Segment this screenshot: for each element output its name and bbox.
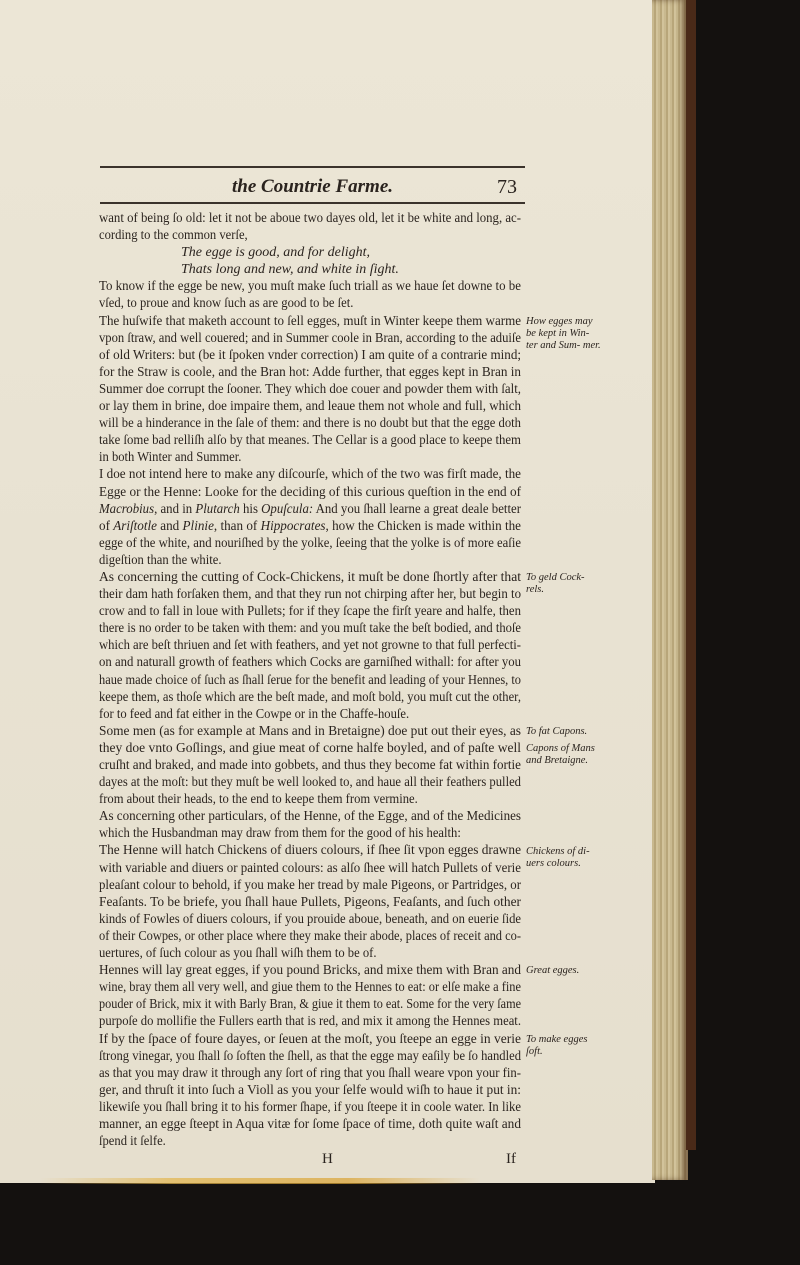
text-segment: To know if the egge be new, you muſt make ſuch triall as we haue ſet downe to be	[99, 279, 521, 295]
text-segment: as that you may draw it through any ſort of ring that you ſhall weare vpon your fin-	[99, 1065, 521, 1081]
text-segment: Egge or the Henne: Looke for the deciding of this curious queſtion in the end of	[99, 484, 521, 500]
text-segment: digeſtion than the white.	[99, 552, 222, 568]
text-line	[99, 1013, 521, 1030]
text-line	[99, 928, 521, 945]
text-segment: and	[157, 518, 183, 534]
text-line	[99, 364, 521, 381]
text-line	[99, 381, 521, 398]
text-line	[99, 757, 521, 774]
text-line	[99, 569, 521, 586]
margin-note: To geld Cock- rels.	[526, 572, 585, 596]
text-segment: And you ſhall learne a great deale better	[313, 501, 521, 517]
italic-text: Thats long and new, and white in ſight.	[181, 262, 399, 278]
text-line	[99, 330, 521, 347]
text-segment: vſed, to proue and know ſuch as are good to be ſet.	[99, 296, 354, 312]
text-line	[99, 1031, 521, 1048]
running-title: the Countrie Farme.	[232, 176, 393, 197]
text-line	[99, 432, 521, 449]
text-segment: want of being ſo old: let it not be aboue two dayes old, let it be white and long, ac-	[99, 211, 521, 226]
text-segment: Summer doe corrupt the ſooner. They which doe couer and powder them with ſalt,	[99, 381, 521, 397]
signature-mark: H	[322, 1151, 333, 1167]
text-segment: which the Husbandman may draw from them for the good of his health:	[99, 826, 461, 842]
text-segment: ger, and thruſt it into ſuch a Violl as you your ſelfe would wiſh to haue it put in:	[99, 1082, 521, 1098]
margin-note: To fat Capons.	[526, 726, 588, 737]
text-line	[99, 911, 521, 928]
text-segment: his	[239, 501, 262, 517]
text-line	[99, 484, 521, 501]
text-line	[99, 723, 521, 740]
italic-text: Opuſcula:	[261, 501, 314, 517]
text-segment: As concerning the cutting of Cock-Chickens, it muſt be done ſhortly after that	[99, 569, 521, 585]
text-segment: wine, bray them all very well, and giue them to the Hennes to eat: or elſe make a fine	[99, 980, 521, 996]
text-line	[99, 278, 521, 295]
text-segment: cording to the common verſe,	[99, 228, 248, 244]
text-line	[99, 654, 521, 671]
text-line	[99, 791, 521, 808]
italic-text: Hippocrates	[260, 518, 326, 534]
text-line	[99, 808, 521, 825]
text-segment: of old Writers: but (be it ſpoken vnder correction) I am quite of a contrarie mind;	[99, 347, 521, 363]
margin-note: Chickens of di- uers colours.	[526, 845, 590, 869]
text-segment: vpon ſtraw, and well couered; and in Summer coole in Bran, according to the aduiſe	[99, 330, 521, 346]
italic-text: Ariſtotle	[113, 518, 158, 534]
italic-text: Plutarch	[195, 501, 240, 517]
text-segment: will be a hinderance in the ſale of them: and there is no doubt but that the egge doth	[99, 416, 521, 432]
text-segment: Feaſants. To be briefe, you ſhall haue Pullets, Pigeons, Feaſants, and ſuch other	[99, 894, 521, 910]
text-line	[99, 466, 521, 483]
text-segment: Hennes will lay great egges, if you pound Bricks, and mixe them with Bran and	[99, 963, 521, 979]
text-segment: If by the ſpace of foure dayes, or ſeuen at the moſt, you ſteepe an egge in verie	[99, 1031, 521, 1047]
text-line	[99, 535, 521, 552]
text-line	[99, 1099, 521, 1116]
text-line	[99, 603, 521, 620]
italic-text: Macrobius	[99, 501, 155, 517]
text-segment: kinds of Fowles of diuers colours, if you prouide aboue, beneath, and on euerie ſide	[99, 911, 521, 927]
text-segment: from about their heads, to the end to keepe them from vermine.	[99, 792, 418, 808]
text-segment: of	[99, 518, 114, 534]
text-line	[99, 261, 521, 278]
text-line	[99, 244, 521, 261]
text-line	[99, 825, 521, 842]
text-line	[99, 518, 521, 535]
text-segment: dayes at the moſt: but they muſt be well looked to, and haue all their feathers pulled	[99, 775, 521, 791]
text-segment: I doe not intend here to make any diſcourſe, which of the two was firſt made, the	[99, 467, 521, 483]
text-segment: The huſwife that maketh account to ſell egges, muſt in Winter keepe them warme	[99, 313, 521, 329]
text-segment: , how the Chicken is made within the	[325, 518, 521, 534]
header-top-rule	[100, 166, 525, 168]
page-number: 73	[497, 176, 517, 198]
book-cover-edge	[686, 0, 696, 1150]
text-line	[99, 996, 521, 1013]
text-segment: they doe vnto Goſlings, and giue meat of corne halfe boyled, and of paſte well	[99, 740, 521, 756]
margin-note: How egges may be kept in Win- ter and Sum- mer.	[526, 315, 601, 351]
text-line	[99, 1116, 521, 1133]
margin-note: Capons of Mans and Bretaigne.	[526, 743, 595, 767]
text-segment: cruſht and braked, and made into gobbets, and thus they become fat within fortie	[99, 758, 521, 773]
italic-text: Plinie	[182, 518, 214, 534]
text-line	[99, 210, 521, 227]
text-segment: take ſome bad relliſh alſo by that meanes. The Cellar is a good place to keepe them	[99, 433, 521, 449]
text-segment: , and in	[154, 501, 196, 517]
text-segment: crow and to fall in loue with Pullets; for if they ſcape the firſt yeare and halfe, then	[99, 604, 521, 620]
text-line	[99, 552, 521, 569]
text-segment: which are beſt thriuen and ſet with feathers, and yet not growne to that full perfecti-	[99, 638, 521, 654]
text-segment: for the Straw is coole, and the Bran hot: Adde further, that egges kept in Bran in	[99, 364, 521, 380]
text-line	[99, 449, 521, 466]
text-line	[99, 586, 521, 603]
text-segment: uertures, of ſuch colour as you ſhall wiſh them to be of.	[99, 946, 377, 962]
margin-note: To make egges ſoft.	[526, 1033, 588, 1057]
text-segment: Some men (as for example at Mans and in Bretaigne) doe put out their eyes, as	[99, 723, 521, 739]
text-line	[99, 1048, 521, 1065]
text-segment: their dam hath forſaken them, and that they run not chirping after her, but begin to	[99, 587, 521, 603]
text-segment: manner, an egge ſteept in Aqua vitæ for ſome ſpace of time, doth quite waſt and	[99, 1116, 521, 1132]
text-segment: there is no order to be taken with them: and you muſt take the beſt bodied, and thoſe	[99, 621, 521, 637]
text-segment: pouder of Brick, mix it with Barly Bran, & giue it them to eat. Some for the very ſame	[99, 997, 521, 1013]
page-edges	[652, 0, 688, 1180]
text-segment: or lay them in brine, doe impaire them, and leaue them not whole and full, which	[99, 399, 521, 415]
text-line	[99, 227, 521, 244]
text-line	[99, 672, 521, 689]
text-segment: likewiſe you ſhall bring it to his former ſhape, if you ſteepe it in coole water. In like	[99, 1099, 521, 1115]
text-segment: of their Cowpes, or other place where they make their abode, places of receit and co-	[99, 928, 521, 944]
text-line	[99, 313, 521, 330]
text-line	[99, 945, 521, 962]
text-segment: haue made choice of ſuch as ſhall ſerue for the benefit and leading of your Hennes, to	[99, 672, 521, 688]
text-line	[99, 774, 521, 791]
text-line	[99, 962, 521, 979]
text-line	[99, 706, 521, 723]
text-line	[99, 894, 521, 911]
text-line	[99, 842, 521, 859]
text-segment: The Henne will hatch Chickens of diuers colours, if ſhee ſit vpon egges drawne	[99, 843, 521, 859]
text-line	[99, 860, 521, 877]
text-line	[99, 689, 521, 706]
header-bottom-rule	[100, 202, 525, 204]
text-segment: ſtrong vinegar, you ſhall ſo ſoften the ſhell, as that the egge may eaſily be ſo handled	[99, 1048, 521, 1064]
text-segment: on and naturall growth of feathers which Cocks are garniſhed withall: for after you	[99, 655, 521, 671]
body-text	[99, 210, 521, 1150]
text-line	[99, 979, 521, 996]
text-segment: with variable and diuers or painted colours: as alſo ſhee will hatch Pullets of verie	[99, 860, 521, 876]
text-line	[99, 1065, 521, 1082]
text-line	[99, 415, 521, 432]
text-segment: ſpend it ſelfe.	[99, 1134, 166, 1150]
margin-note: Great egges.	[526, 965, 580, 977]
text-line	[99, 637, 521, 654]
text-line	[99, 620, 521, 637]
text-segment: purpoſe do mollifie the Fullers earth that is red, and mix it among the Hennes meat.	[99, 1014, 521, 1030]
text-line	[99, 295, 521, 312]
catchword: If	[506, 1151, 516, 1167]
text-segment: keepe them, as thoſe which are the beſt made, and moſt bold, you muſt cut the other,	[99, 689, 521, 705]
text-segment: egge of the white, and nouriſhed by the yolke, ſeeing that the yolke is of more eaſie	[99, 535, 521, 551]
text-line	[99, 740, 521, 757]
text-line	[99, 347, 521, 364]
text-line	[99, 877, 521, 894]
italic-text: The egge is good, and for delight,	[181, 245, 370, 261]
text-segment: As concerning other particulars, of the Henne, of the Egge, and of the Medicines	[99, 809, 521, 825]
text-line	[99, 501, 521, 518]
text-segment: pleaſant colour to behold, if you make her tread by male Pigeons, or Partridges, or	[99, 877, 521, 893]
text-segment: in both Winter and Summer.	[99, 450, 242, 466]
text-line	[99, 398, 521, 415]
text-segment: for to feed and fat either in the Cowpe or in the Chaffe-houſe.	[99, 706, 410, 722]
page-stain	[40, 1178, 480, 1184]
text-line	[99, 1082, 521, 1099]
text-segment: , than of	[213, 518, 261, 534]
text-line	[99, 1133, 521, 1150]
